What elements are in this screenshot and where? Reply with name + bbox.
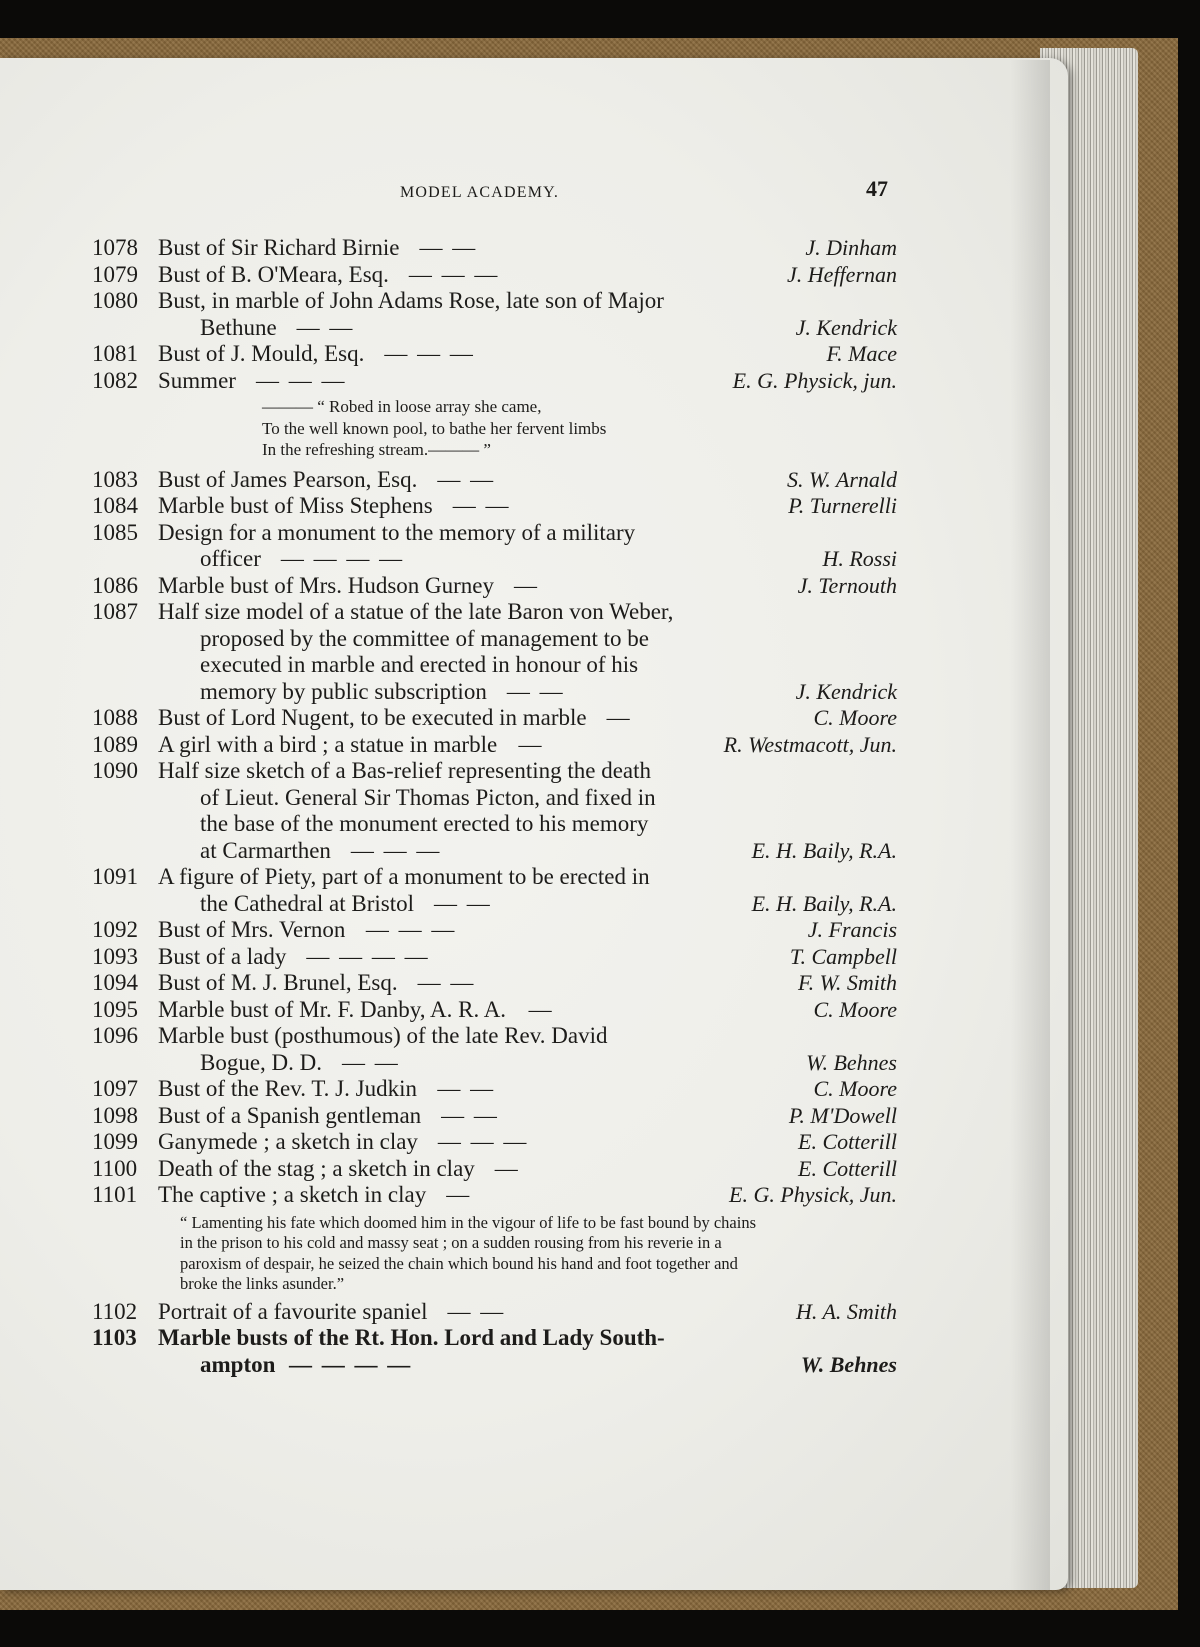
leader-dashes: —: [494, 1155, 520, 1181]
running-title: MODEL ACADEMY.: [400, 184, 560, 201]
entry-line: [92, 493, 897, 520]
catalogue-entry: [92, 467, 897, 494]
leader-dashes: — — — —: [280, 546, 405, 571]
leader-dashes: — —: [447, 1298, 506, 1324]
artist-name: J. Heffernan: [787, 261, 897, 287]
entry-title: Bust of Sir Richard Birnie: [158, 235, 400, 260]
artist-name: J. Kendrick: [795, 314, 897, 340]
entry-number: 1096: [92, 1023, 138, 1048]
catalogue-entry: [92, 573, 897, 600]
catalogue-entries: [92, 235, 897, 1378]
leader-dashes: — —: [437, 466, 496, 492]
leader-dashes: —: [528, 996, 554, 1022]
entry-title: memory by public subscription: [200, 678, 487, 704]
artist-name: E. G. Physick, Jun.: [729, 1182, 897, 1207]
leader-dashes: — —: [342, 1049, 400, 1075]
entry-number: 1078: [92, 235, 138, 260]
poem-quote: [92, 396, 897, 461]
entry-line: [92, 1103, 897, 1130]
entry-title: Portrait of a favourite spaniel: [158, 1298, 428, 1324]
entry-title: Bust of M. J. Brunel, Esq.: [158, 970, 398, 995]
entry-title: Bogue, D. D.: [200, 1049, 323, 1075]
entry-line: [92, 1156, 897, 1183]
entry-title: Bust, in marble of John Adams Rose, late son of Major: [158, 288, 664, 313]
entry-title: officer: [200, 546, 261, 571]
entry-title: the Cathedral at Bristol: [200, 890, 414, 916]
artist-name: E. G. Physick, jun.: [732, 367, 897, 393]
entry-line: [92, 1129, 897, 1156]
entry-line: [92, 891, 897, 918]
leader-dashes: — —: [437, 1076, 496, 1101]
page-number: 47: [866, 176, 888, 201]
entry-line: [92, 315, 897, 342]
entry-title: at Carmarthen: [200, 837, 331, 863]
entry-line: [92, 288, 897, 315]
entry-line: [92, 944, 897, 971]
catalogue-entry: [92, 262, 897, 289]
artist-name: J. Kendrick: [795, 678, 897, 704]
leader-dashes: — — —: [350, 837, 442, 863]
entry-title: of Lieut. General Sir Thomas Picton, and fixed in: [200, 784, 656, 810]
entry-line: [92, 917, 897, 944]
artist-name: H. Rossi: [822, 546, 897, 571]
entry-number: 1082: [92, 367, 138, 393]
entry-title: Half size sketch of a Bas-relief representing the death: [158, 758, 652, 783]
artist-name: E. H. Baily, R.A.: [751, 890, 897, 916]
entry-line: [92, 1076, 897, 1103]
catalogue-entry: [92, 235, 897, 262]
entry-line: [92, 652, 897, 679]
entry-title: Bust of a Spanish gentleman: [158, 1102, 422, 1128]
entry-number: 1085: [92, 519, 138, 545]
entry-line: [92, 1325, 897, 1352]
artist-name: J. Dinham: [805, 235, 897, 260]
leader-dashes: — —: [433, 890, 492, 916]
entry-number: 1086: [92, 572, 138, 598]
entry-title: Bust of the Rev. T. J. Judkin: [158, 1076, 417, 1101]
catalogue-entry: [92, 1182, 897, 1209]
catalogue-entry: [92, 970, 897, 997]
entry-line: [92, 732, 897, 759]
catalogue-entry: [92, 917, 897, 944]
entry-title: A figure of Piety, part of a monument to be erected in: [158, 864, 650, 889]
entry-title: Marble bust of Mrs. Hudson Gurney: [158, 572, 495, 598]
leader-dashes: — —: [419, 235, 478, 260]
entry-title: Bust of Lord Nugent, to be executed in marble: [158, 705, 587, 730]
entry-line: [92, 262, 897, 289]
entry-line: [92, 1023, 897, 1050]
artist-name: E. H. Baily, R.A.: [751, 837, 897, 863]
entry-number: 1103: [92, 1325, 137, 1350]
entry-title: A girl with a bird ; a statue in marble: [158, 731, 498, 757]
entry-number: 1094: [92, 970, 138, 995]
entry-line: [92, 997, 897, 1024]
leader-dashes: — — — —: [306, 943, 430, 969]
entry-line: [92, 1050, 897, 1077]
artist-name: F. W. Smith: [797, 970, 897, 995]
entry-title: Marble bust of Mr. F. Danby, A. R. A.: [158, 996, 507, 1022]
entry-title: Marble busts of the Rt. Hon. Lord and Lady South-: [158, 1325, 665, 1350]
leader-dashes: — — —: [365, 917, 457, 942]
entry-line: [92, 1182, 897, 1209]
entry-line: [92, 785, 897, 812]
entry-number: 1081: [92, 341, 138, 366]
entry-title: Bust of James Pearson, Esq.: [158, 466, 418, 492]
entry-number: 1091: [92, 864, 138, 889]
leader-dashes: —: [606, 705, 632, 730]
artist-name: T. Campbell: [789, 943, 897, 969]
entry-title: Marble bust (posthumous) of the late Rev. David: [158, 1023, 608, 1048]
entry-line: [92, 599, 897, 626]
entry-line: [92, 235, 897, 262]
entry-line: [92, 811, 897, 838]
catalogue-entry: [92, 520, 897, 573]
page-curl-shadow: [1010, 60, 1050, 1590]
entry-title: The captive ; a sketch in clay: [158, 1182, 427, 1207]
entry-number: 1097: [92, 1076, 138, 1101]
leader-dashes: —: [518, 731, 544, 757]
entry-number: 1087: [92, 599, 138, 624]
entry-line: [92, 1352, 897, 1379]
entry-number: 1089: [92, 731, 138, 757]
leader-dashes: —: [446, 1182, 472, 1207]
leader-dashes: — —: [506, 678, 565, 704]
catalogue-entry: [92, 944, 897, 971]
entry-number: 1098: [92, 1102, 138, 1128]
entry-line: [92, 679, 897, 706]
entry-number: 1099: [92, 1129, 138, 1154]
leader-dashes: —: [514, 572, 540, 598]
catalogue-entry: [92, 1103, 897, 1130]
leader-dashes: — — —: [437, 1129, 529, 1154]
entry-title: Bethune: [200, 314, 277, 340]
entry-title: Bust of Mrs. Vernon: [158, 917, 346, 942]
artist-name: J. Francis: [807, 917, 897, 942]
catalogue-entry: [92, 1325, 897, 1378]
entry-line: [92, 970, 897, 997]
entry-line: [92, 341, 897, 368]
entry-title: Death of the stag ; a sketch in clay: [158, 1155, 475, 1181]
entry-title: Half size model of a statue of the late Baron von Weber,: [158, 599, 674, 624]
entry-number: 1090: [92, 758, 138, 783]
quote-line: To the well known pool, to bathe her fervent limbs: [262, 418, 607, 438]
leader-dashes: — — — —: [288, 1351, 413, 1377]
catalogue-entry: [92, 599, 897, 705]
catalogue-entry: [92, 493, 897, 520]
catalogue-entry: [92, 758, 897, 864]
artist-name: J. Ternouth: [797, 572, 897, 598]
artist-name: P. Turnerelli: [788, 493, 897, 518]
catalogue-entry: [92, 368, 897, 395]
entry-title: executed in marble and erected in honour of his: [200, 652, 639, 677]
catalogue-entry: [92, 341, 897, 368]
leader-dashes: — —: [296, 314, 355, 340]
entry-number: 1088: [92, 705, 138, 730]
entry-title: Bust of B. O'Meara, Esq.: [158, 261, 389, 287]
entry-line: [92, 368, 897, 395]
entry-number: 1092: [92, 917, 138, 942]
catalogue-entry: [92, 1023, 897, 1076]
catalogue-entry: [92, 1129, 897, 1156]
leader-dashes: — — —: [384, 341, 475, 366]
entry-line: [92, 626, 897, 653]
quote-line: ——— “ Robed in loose array she came,: [262, 397, 542, 416]
catalogue-entry: [92, 997, 897, 1024]
artist-name: W. Behnes: [800, 1351, 897, 1377]
entry-line: [92, 705, 897, 732]
leader-dashes: — — —: [255, 367, 347, 393]
captive-quote: “ Lamenting his fate which doomed him in the vigour of life to be fast bound by chains in the prison to his cold and massy seat ; on a sudden rousing from his reverie in a paroxism of despair, he seized the chain which bound his hand and foot together and broke the links asunder.”: [180, 1212, 756, 1293]
entry-number: 1095: [92, 996, 138, 1022]
entry-title: Summer: [158, 367, 236, 393]
catalogue-entry: [92, 1299, 897, 1326]
artist-name: E. Cotterill: [798, 1129, 897, 1154]
artist-name: C. Moore: [813, 1076, 897, 1101]
artist-name: W. Behnes: [806, 1049, 897, 1075]
artist-name: R. Westmacott, Jun.: [723, 731, 897, 757]
leader-dashes: — —: [417, 970, 476, 995]
entry-title: Ganymede ; a sketch in clay: [158, 1129, 418, 1154]
artist-name: F. Mace: [826, 341, 897, 366]
entry-number: 1084: [92, 493, 138, 518]
artist-name: E. Cotterill: [798, 1155, 897, 1181]
entry-line: [92, 520, 897, 547]
entry-line: [92, 1299, 897, 1326]
catalogue-entry: [92, 1156, 897, 1183]
entry-title: ampton: [200, 1351, 276, 1377]
entry-number: 1093: [92, 943, 138, 969]
entry-title: proposed by the committee of management to be: [200, 625, 650, 651]
entry-line: [92, 573, 897, 600]
entry-number: 1102: [92, 1298, 138, 1324]
entry-number: 1080: [92, 288, 138, 313]
page-header: [0, 176, 1200, 210]
entry-title: Bust of a lady: [158, 943, 287, 969]
leader-dashes: — —: [441, 1102, 499, 1128]
catalogue-entry: [92, 732, 897, 759]
entry-number: 1100: [92, 1155, 138, 1181]
leader-dashes: — — —: [408, 261, 500, 287]
entry-line: [92, 546, 897, 573]
artist-name: C. Moore: [813, 996, 897, 1022]
catalogue-entry: [92, 288, 897, 341]
entry-title: the base of the monument erected to his memory: [200, 811, 649, 836]
entry-title: Bust of J. Mould, Esq.: [158, 341, 365, 366]
entry-title: Marble bust of Miss Stephens: [158, 493, 433, 518]
catalogue-entry: [92, 864, 897, 917]
artist-name: S. W. Arnald: [786, 466, 897, 492]
entry-number: 1101: [92, 1182, 138, 1207]
leader-dashes: — —: [452, 493, 511, 518]
quote-line: In the refreshing stream.——— ”: [262, 440, 491, 459]
entry-line: [92, 838, 897, 865]
artist-name: C. Moore: [813, 705, 897, 730]
artist-name: P. M'Dowell: [788, 1102, 897, 1128]
entry-number: 1079: [92, 261, 138, 287]
entry-title: Design for a monument to the memory of a military: [158, 519, 636, 545]
entry-number: 1083: [92, 466, 138, 492]
catalogue-entry: [92, 705, 897, 732]
entry-line: [92, 758, 897, 785]
entry-line: [92, 467, 897, 494]
artist-name: H. A. Smith: [795, 1298, 897, 1324]
entry-line: [92, 864, 897, 891]
catalogue-entry: [92, 1076, 897, 1103]
